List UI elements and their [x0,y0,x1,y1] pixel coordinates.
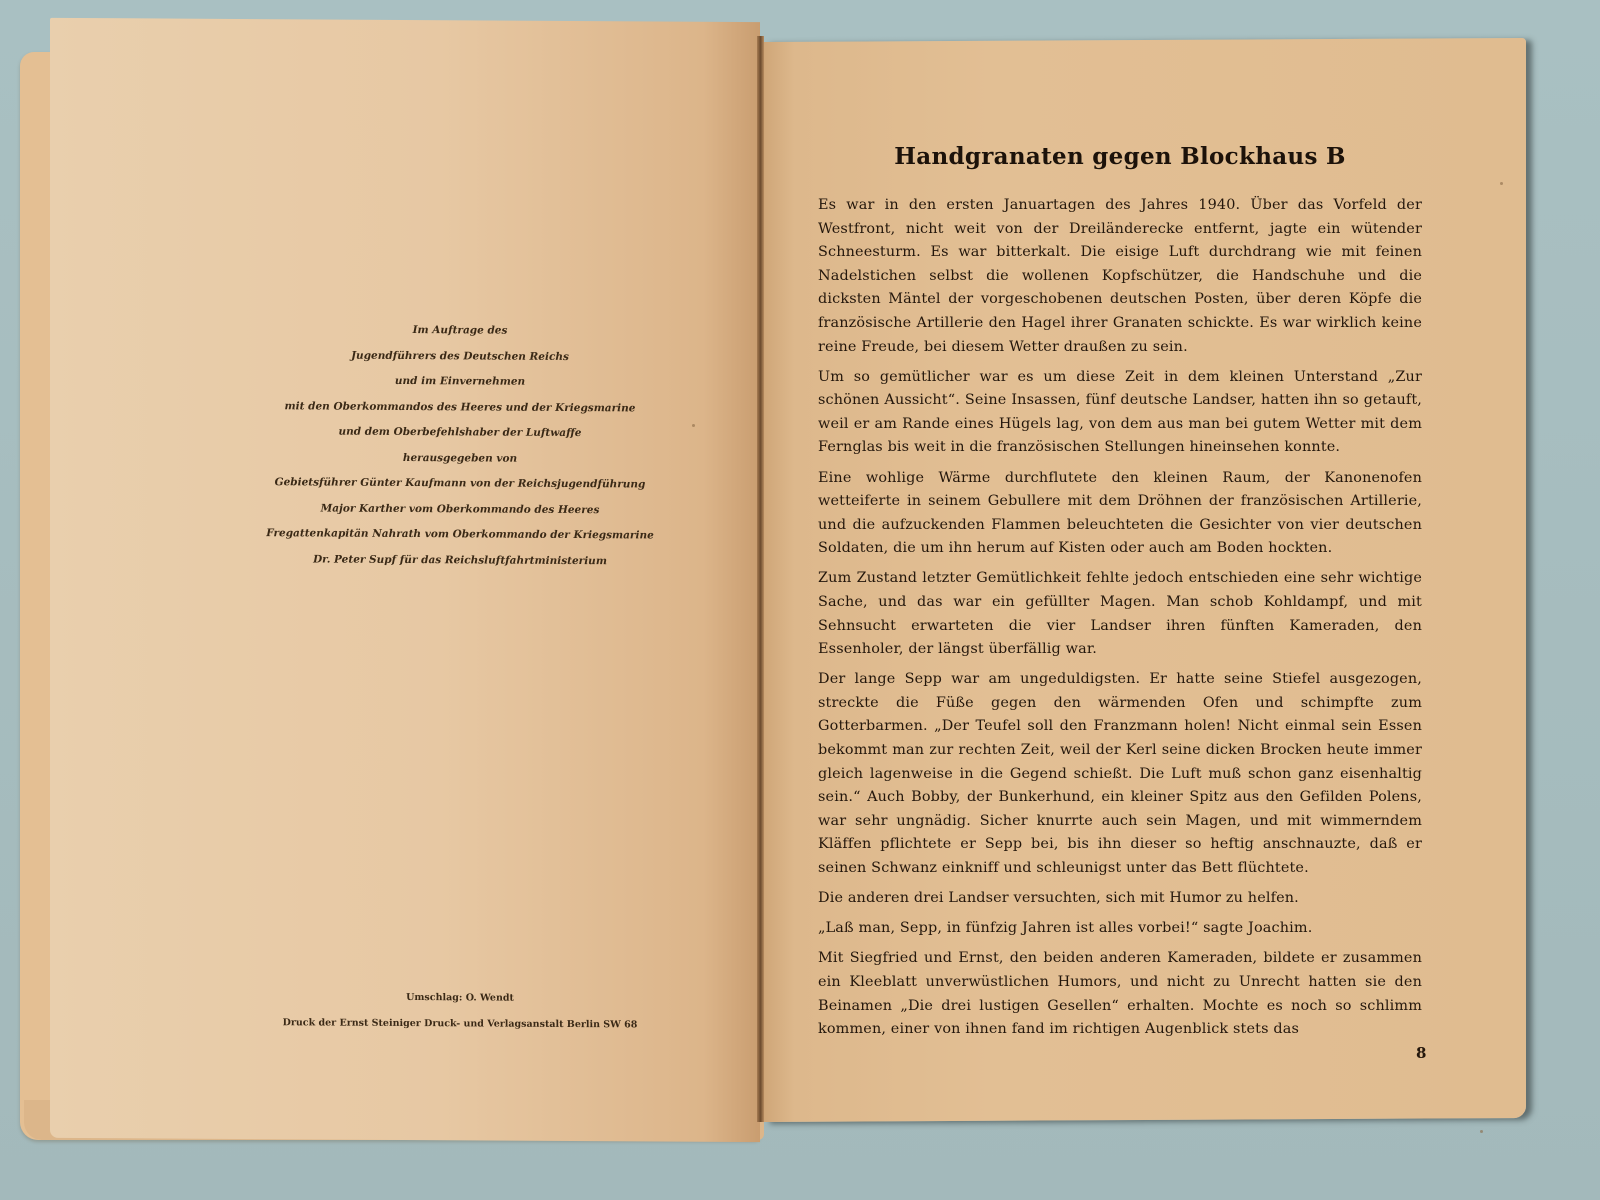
book-gutter [757,36,764,1122]
paragraph: Es war in den ersten Januartagen des Jahres 1940. Über das Vorfeld der Westfront, nicht weit von der Dreiländerecke entfernt, jagte ein wütender Schneesturm. Es war bitterkalt. Die eisige Luft durchdrang wie mit feinen Nadelstichen selbst die wollenen Kopfschützer, die Handschuhe und die dicksten Mäntel der vorgeschobenen deutschen Posten, über deren Köpfe die französische Artillerie den Hagel ihrer Granaten schickte. Es war wirklich keine reine Freude, bei diesem Wetter draußen zu sein. [818,197,1422,355]
printer-imprint: Druck der Ernst Steiniger Druck- und Verlagsanstalt Berlin SW 68 [282,1017,638,1031]
colophon-line: mit den Oberkommandos des Heeres und der Kriegsmarine [284,399,636,414]
cover-credit: Umschlag: O. Wendt [406,992,514,1004]
colophon-line: und dem Oberbefehlshaber der Luftwaffe [338,425,582,440]
paper-speck [692,424,695,427]
colophon-line: herausgegeben von [402,451,518,465]
colophon-line: und im Einvernehmen [394,374,526,388]
colophon-line: Major Karther vom Oberkommando des Heeres [320,501,600,516]
printer-credits [200,984,720,1039]
paragraph: Der lange Sepp war am ungeduldigsten. Er hatte seine Stiefel ausgezogen, streckte die Füße gegen den wärmenden Ofen und schimpfte zum Gotterbarmen. „Der Teufel soll den Franzmann holen! Nicht einmal sein Essen bekommt man zur rechten Zeit, weil der Kerl seine dicken Brocken heute immer gleich lagenweise in die Gegend schießt. Die Luft muß schon ganz eisenhaltig sein.“ Auch Bobby, der Bunkerhund, ein kleiner Spitz aus den Gefilden Polens, war sehr ungnädig. Sicher knurrte auch sein Magen, und mit wimmerndem Kläffen pflichtete er Sepp bei, bis ihn dieser so heftig anschnauzte, daß er seinen Schwanz einkniff und schleunigst unter das Bett flüchtete. [818,671,1422,877]
paragraph: Zum Zustand letzter Gemütlichkeit fehlte jedoch entschieden eine sehr wichtige Sache, und das war ein gefüllter Magen. Man schob Kohldampf, und mit Sehnsucht erwarteten die vier Landser ihren fünften Kameraden, den Essenholer, der längst überfällig war. [818,570,1422,658]
paragraph: Die anderen drei Landser versuchten, sich mit Humor zu helfen. [818,890,1299,907]
page-number: 8 [1416,1044,1427,1062]
left-page [50,18,760,1142]
colophon [200,317,720,575]
colophon-line: Gebietsführer Günter Kaufmann von der Reichsjugendführung [274,476,646,491]
colophon-line: Fregattenkapitän Nahrath vom Oberkommando der Kriegsmarine [266,527,654,542]
colophon-line: Im Auftrage des [412,324,508,337]
paper-speck [1480,1130,1483,1133]
chapter-title: Handgranaten gegen Blockhaus B [894,143,1346,170]
paragraph: Mit Siegfried und Ernst, den beiden anderen Kameraden, bildete er zusammen ein Kleeblatt unverwüstlichen Humors, und nicht zu Unrecht hatten sie den Beinamen „Die drei lustigen Gesellen“ erhalten. Mochte es noch so schlimm kommen, einer von ihnen fand im richtigen Augenblick stets das [818,950,1422,1038]
story-text [818,140,1422,1048]
paper-speck [1500,182,1503,185]
paragraph: Eine wohlige Wärme durchflutete den kleinen Raum, der Kanonenofen wetteiferte in seinem Gebullere mit dem Dröhnen der französischen Artillerie, und die aufzuckenden Flammen beleuchteten die Gesichter von vier deutschen Soldaten, die um ihn herum auf Kisten oder auch am Boden hockten. [818,469,1422,557]
colophon-line: Dr. Peter Supf für das Reichsluftfahrtministerium [313,552,607,567]
colophon-line: Jugendführers des Deutschen Reichs [351,349,569,363]
paragraph: „Laß man, Sepp, in fünfzig Jahren ist alles vorbei!“ sagte Joachim. [818,920,1313,937]
paragraph: Um so gemütlicher war es um diese Zeit in dem kleinen Unterstand „Zur schönen Aussicht“. Seine Insassen, fünf deutsche Landser, hatten ihn so getauft, weil er am Rande eines Hügels lag, von dem aus man bei gutem Wetter mit dem Fernglas bis weit in die französischen Stellungen hineinsehen konnte. [818,368,1422,456]
